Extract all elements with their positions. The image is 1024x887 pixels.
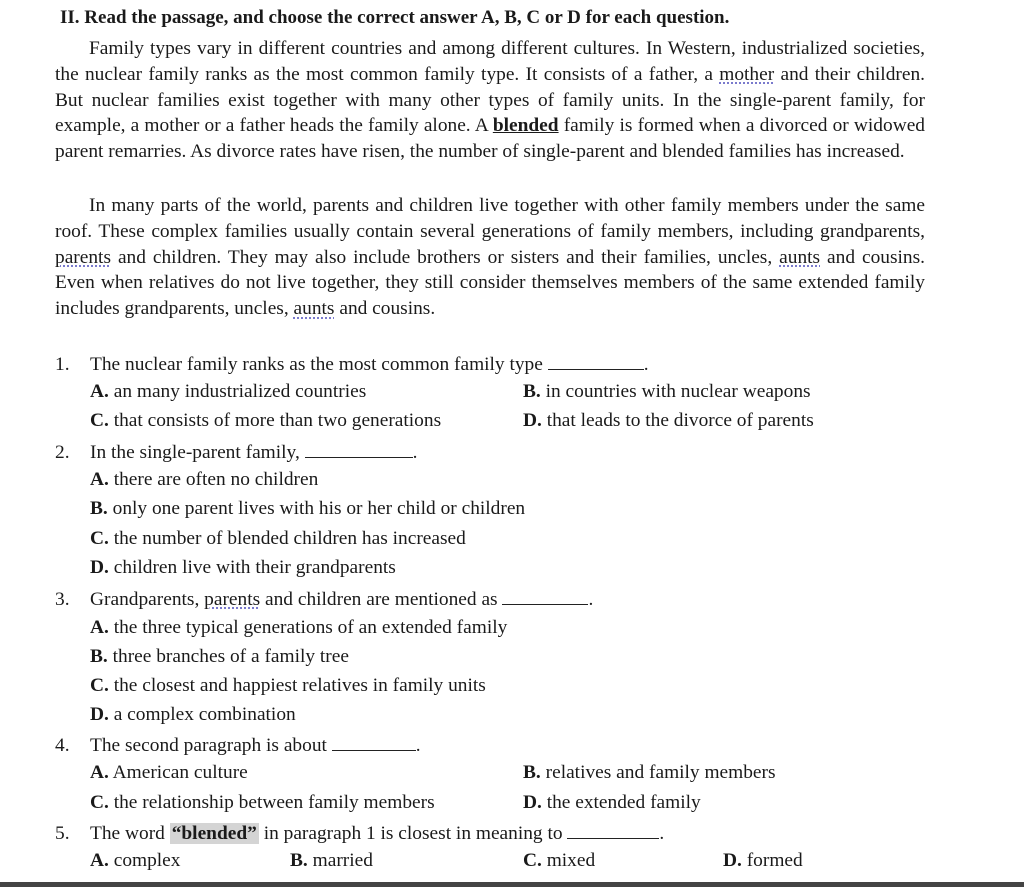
option-label: C. xyxy=(90,528,109,549)
option-text: there are often no children xyxy=(108,469,319,490)
question-stem: and children are mentioned as xyxy=(260,589,498,610)
option-text: only one parent lives with his or her child or children xyxy=(107,498,526,519)
option-label: C. xyxy=(90,675,109,696)
spellcheck-word-aunts: aunts xyxy=(779,246,821,268)
p1-text-1: Family types vary in different countries and among different cultures. In Western, industrialized societies, the nuclear family ranks as the most common family type. It consists of a father, a xyxy=(55,38,925,85)
option-label: D. xyxy=(523,792,542,813)
option-label: A. xyxy=(90,469,109,490)
option-text: complex xyxy=(108,850,181,871)
option-text: children live with their grandparents xyxy=(108,557,396,578)
option-label: D. xyxy=(523,410,542,431)
answer-blank xyxy=(305,439,413,458)
option-label: B. xyxy=(90,498,108,519)
section-heading: II. Read the passage, and choose the correct answer A, B, C or D for each question. xyxy=(60,7,730,28)
spellcheck-word-aunts: aunts xyxy=(293,298,335,320)
option-label: A. xyxy=(90,850,109,871)
spellcheck-word-mother: mother xyxy=(719,63,775,85)
answer-blank xyxy=(548,351,644,370)
option-label: A. xyxy=(90,381,109,402)
p2-text-4: and cousins. xyxy=(334,298,436,320)
option-5c xyxy=(523,849,595,873)
option-label: B. xyxy=(290,850,308,871)
option-5a xyxy=(90,849,180,873)
option-4b xyxy=(523,761,776,785)
question-number: 5. xyxy=(55,823,70,844)
option-text: in countries with nuclear weapons xyxy=(540,381,811,402)
option-text: a complex combination xyxy=(108,704,296,725)
question-2 xyxy=(55,439,418,465)
option-2b xyxy=(90,497,525,521)
option-label: C. xyxy=(90,410,109,431)
option-label: A. xyxy=(90,762,109,783)
page-bottom-border xyxy=(0,882,1024,887)
question-number: 4. xyxy=(55,735,70,756)
option-text: three branches of a family tree xyxy=(107,646,349,667)
option-text: the extended family xyxy=(541,792,701,813)
option-2c xyxy=(90,527,466,551)
question-stem: The word xyxy=(90,823,170,844)
option-1b xyxy=(523,380,811,404)
question-number: 3. xyxy=(55,589,70,610)
option-1d xyxy=(523,409,814,433)
question-1 xyxy=(55,351,649,377)
passage-paragraph-1 xyxy=(55,36,925,165)
p2-text-2: and children. They may also include brothers or sisters and their families, uncles, xyxy=(111,246,780,268)
question-number: 1. xyxy=(55,354,70,375)
option-4c xyxy=(90,791,435,815)
question-3 xyxy=(55,586,593,612)
answer-blank xyxy=(567,820,659,839)
passage-paragraph-2 xyxy=(55,193,925,322)
option-5d xyxy=(723,849,803,873)
highlighted-word-blended: “blended” xyxy=(171,823,257,844)
option-text: the three typical generations of an extended family xyxy=(108,617,508,638)
option-text: married xyxy=(307,850,373,871)
option-text: mixed xyxy=(541,850,596,871)
option-2a xyxy=(90,468,318,492)
question-number: 2. xyxy=(55,442,70,463)
option-label: B. xyxy=(523,381,541,402)
question-4 xyxy=(55,732,421,758)
question-end: . xyxy=(643,354,649,375)
question-end: . xyxy=(588,589,594,610)
option-text: the number of blended children has increased xyxy=(108,528,466,549)
option-label: D. xyxy=(90,557,109,578)
option-text: relatives and family members xyxy=(540,762,776,783)
option-label: C. xyxy=(90,792,109,813)
underlined-word-blended: blended xyxy=(492,115,559,137)
option-2d xyxy=(90,556,396,580)
question-end: . xyxy=(659,823,665,844)
p2-text-3: and cousins. Even when relatives do not live together, they still consider themselves members of the same extended family includes grandparents, uncles, xyxy=(55,246,925,320)
p2-text-1: In many parts of the world, parents and children live together with other family members under the same roof. These complex families usually contain several generations of family members, including grandparents, xyxy=(55,195,925,242)
option-text: an many industrialized countries xyxy=(108,381,367,402)
option-5b xyxy=(290,849,373,873)
option-label: D. xyxy=(90,704,109,725)
question-stem: The nuclear family ranks as the most common family type xyxy=(90,354,543,375)
answer-blank xyxy=(502,586,588,605)
question-stem: The second paragraph is about xyxy=(90,735,327,756)
p1-text-2: and their children. But nuclear families exist together with many other types of family units. In the single-parent family, for example, a mother or a father heads the family alone. A xyxy=(55,63,926,137)
option-4d xyxy=(523,791,701,815)
option-1a xyxy=(90,380,366,404)
question-end: . xyxy=(412,442,418,463)
question-stem: Grandparents, xyxy=(90,589,205,610)
option-3c xyxy=(90,674,486,698)
p1-text-3: family is formed when a divorced or widowed parent remarries. As divorce rates have risen, the number of single-parent and blended families has increased. xyxy=(55,115,925,163)
option-text: the relationship between family members xyxy=(108,792,435,813)
option-label: B. xyxy=(90,646,108,667)
option-text: formed xyxy=(741,850,803,871)
question-stem: in paragraph 1 is closest in meaning to xyxy=(258,823,563,844)
question-end: . xyxy=(415,735,421,756)
spellcheck-word-parents: parents xyxy=(55,246,111,268)
option-text: that leads to the divorce of parents xyxy=(541,410,814,431)
question-5 xyxy=(55,820,664,846)
answer-blank xyxy=(332,732,416,751)
option-text: the closest and happiest relatives in family units xyxy=(108,675,486,696)
option-label: B. xyxy=(523,762,541,783)
spellcheck-word-parents: parents xyxy=(204,589,261,610)
option-3b xyxy=(90,645,349,669)
option-3a xyxy=(90,616,507,640)
option-text: American culture xyxy=(108,762,248,783)
option-label: A. xyxy=(90,617,109,638)
option-1c xyxy=(90,409,441,433)
option-label: D. xyxy=(723,850,742,871)
option-3d xyxy=(90,703,296,727)
option-label: C. xyxy=(523,850,542,871)
option-text: that consists of more than two generations xyxy=(108,410,442,431)
option-4a xyxy=(90,761,248,785)
question-stem: In the single-parent family, xyxy=(90,442,300,463)
